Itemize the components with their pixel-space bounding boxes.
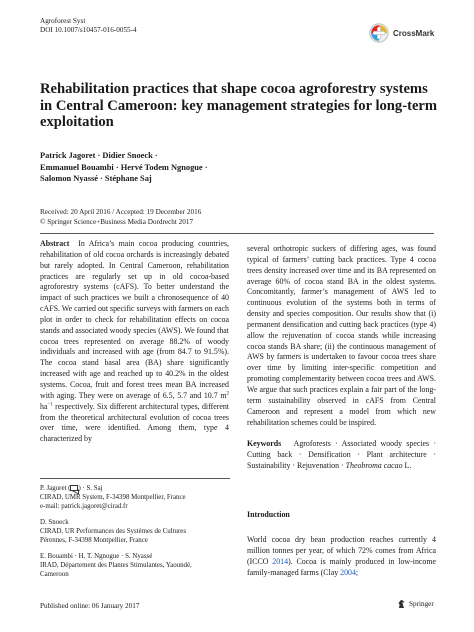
crossmark-badge[interactable]: [369, 22, 441, 44]
citation-link[interactable]: 2004: [340, 567, 356, 577]
paper-title: Rehabilitation practices that shape cocoa agroforestry systems in Central Cameroon: key management strategies for long-term exploitation: [40, 81, 438, 130]
crossmark-label: CrossMark: [393, 28, 435, 38]
published-online-date: Published online: 06 January 2017: [40, 602, 140, 610]
copyright-line: © Springer Science+Business Media Dordrecht 2017: [40, 217, 194, 226]
author-line: Patrick Jagoret · Didier Snoeck ·: [40, 151, 158, 160]
author-list: [40, 150, 400, 185]
affiliation-1: P. Jagoret ( ) · S. Saj CIRAD, UMR System, F-34398 Montpellier, France e-mail: patrick.jagoret@cirad.fr: [40, 484, 230, 512]
affiliation-divider: [40, 478, 230, 479]
keyword-species: Theobroma cacao: [345, 461, 403, 471]
journal-name: Agroforest Syst: [40, 17, 86, 25]
section-heading-introduction: Introduction: [247, 510, 290, 519]
author-line: Emmanuel Bouambi · Hervé Todem Ngnogue ·: [40, 162, 208, 172]
introduction-text: World cocoa dry bean production reaches currently 4 million tonnes per year, of which 72% comes from Africa (ICCO 2014). Cocoa is mainly produced in low-income family-managed farms (Clay 2004;: [247, 535, 436, 577]
abstract-column: [40, 239, 229, 445]
publisher-logo: [397, 599, 434, 609]
abstract-text-cont: respectively. Six different architectural types, different from the theoretical architectural evolution of cocoa trees over time, were identified. Among them, type 4 characterized by: [40, 401, 229, 444]
journal-header: [40, 17, 137, 35]
unit-text: ha: [40, 401, 48, 411]
keywords-text: Agroforests · Associated woody species · Cutting back · Densification · Plant architecture · Sustainability · Rejuvenation ·: [247, 439, 437, 471]
received-accepted-dates: Received: 20 April 2016 / Accepted: 19 December 2016: [40, 208, 202, 216]
author-email[interactable]: e-mail: patrick.jagoret@cirad.fr: [40, 503, 128, 511]
unit-superscript: 2: [226, 391, 229, 397]
dates-block: [40, 208, 340, 227]
keywords-label: Keywords: [247, 439, 282, 449]
crossmark-icon: [369, 23, 389, 43]
unit-superscript: −1: [47, 402, 53, 408]
keywords-block: Keywords Agroforests · Associated woody species · Cutting back · Densification · Plant architecture · Sustainability · Rejuvenation · Theobroma cacao L.: [247, 439, 437, 471]
doi-text[interactable]: DOI 10.1007/s10457-016-0055-4: [40, 26, 137, 34]
affiliation-2: D. Snoeck CIRAD, UR Performances des Systèmes de Cultures Pérennes, F-34398 Montpellier, France: [40, 519, 187, 545]
author-line: Salomon Nyassé · Stéphane Saj: [40, 174, 152, 183]
publisher-name: Springer: [409, 600, 434, 608]
citation-link[interactable]: 2014: [272, 556, 289, 566]
abstract-text: In Africa’s main cocoa producing countries, rehabilitation of old cocoa orchards is increasingly debated but rarely adopted. In Central Cameroon, rehabilitation practices are regularly set up in old cocoa-based agroforestry systems (cAFS). To better understand the impact of such practices we built a chronosequence of 40 cAFS. We carried out specific surveys with farmers on each plot in order to check for rehabilitation effects on cocoa stands and associated woody species (AWS). We found that cocoa trees represented on average 88.2% of woody individuals and increased with age (from 84.7 to 91.5%). The cocoa stand basal area (BA) share significantly increased with age and reached up to 40.2% in the oldest systems. Cocoa, fruit and forest trees mean BA increased with aging. They were on average of 6.5, 5.7 and 10.7 m: [40, 239, 229, 400]
abstract-continued-column: [247, 244, 436, 472]
abstract-label: Abstract: [40, 239, 70, 248]
abstract-text-right: several orthotropic suckers of differing ages, was found typical of farmers’ cutting back practices. Type 4 cocoa trees density increased over time and its BA represented on average 60% of cocoa stand BA in the oldest systems. Concomitantly, farmer’s management of AWS led to continuous evolution of the systems both in terms of density and species composition. Our results show that (i) permanent densification and cutting back practices (type 4) allow the rejuvenation of cocoa stands while increasing cocoa stands BA share; (ii) the continuous management of AWS by farmers is undertaken to favour cocoa trees share over time by limiting inter-specific competition and promoting complementarity between cocoa trees and AWS. We argue that such practices explain a fair part of the long-term sustainability observed in cAFS from Central Cameroon and represent a model from which new rehabilitation schemes could be inspired.: [247, 244, 436, 427]
affiliation-3: E. Bouambi · H. T. Ngnogue · S. Nyassé IRAD, Département des Plantes Stimulantes, Yaoundé, Cameroon: [40, 553, 192, 579]
springer-horse-icon: [397, 599, 406, 609]
envelope-icon[interactable]: [70, 485, 78, 491]
divider: [40, 233, 434, 234]
